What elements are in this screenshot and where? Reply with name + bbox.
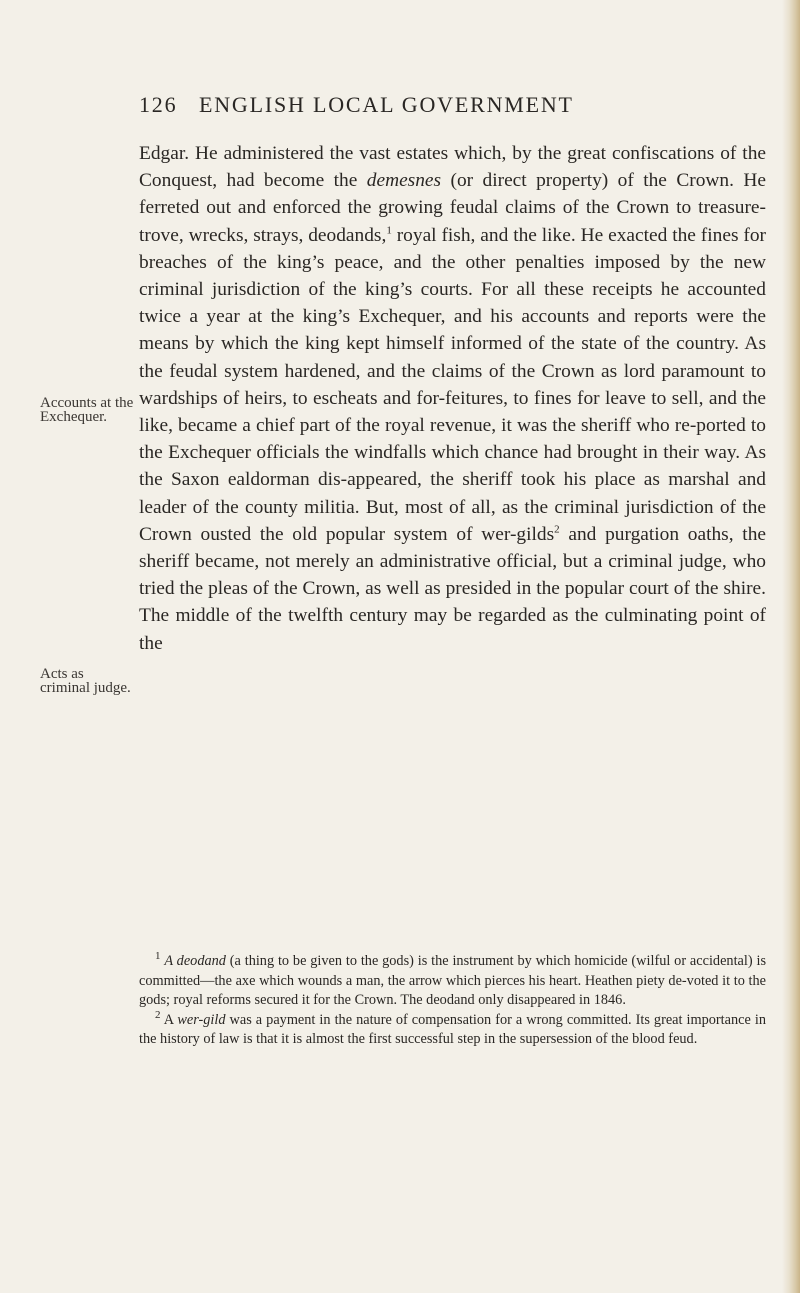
footnotes (139, 952, 766, 1050)
running-title: ENGLISH LOCAL GOVERNMENT (199, 92, 574, 117)
running-header (139, 92, 759, 118)
sidenote-criminal-judge: Acts as criminal judge. (40, 666, 131, 696)
body-paragraph: Edgar. He administered the vast estates which, by the great confiscations of the Conquest, had become the demesnes (or direct property) of the Crown. He ferreted out and enforced the growing feudal claims of the Crown to treasure-trove, wrecks, strays, deodands,$^1$ royal fish, and the like. He exacted the fines for breaches of the king’s peace, and the other penalties imposed by the new criminal jurisdiction of the king’s courts. For all these receipts he accounted twice a year at the king’s Exchequer, and his accounts and reports were the means by which the king kept himself informed of the state of the country. As the feudal system hardened, and the claims of the Crown as lord paramount to wardships of heirs, to escheats and for-feitures, to fines for leave to sell, and the like, became a chief part of the royal revenue, it was the sheriff who re-ported to the Exchequer officials the windfalls which chance had brought in their way. As the Saxon ealdorman dis-appeared, the sheriff took his place as marshal and leader of the county militia. But, most of all, as the criminal jurisdiction of the Crown ousted the old popular system of wer-gilds$^2$ and purgation oaths, the sheriff became, not merely an administrative official, but a criminal judge, who tried the pleas of the Crown, as well as presided in the popular court of the shire. The middle of the twelfth century may be regarded as the culminating point of the (139, 143, 767, 654)
page-number: 126 (139, 92, 178, 117)
wer-gild-term: wer-gild (177, 1011, 226, 1028)
footnote-ref-2: 2 (554, 523, 560, 536)
footnote-1: $^1$ A deodand (a thing to be given to the gods) is the instrument by which homicide (wilful or accidental) is committed—the axe which wounds a man, the arrow which pierces his heart. Heathen piety de-voted it to the gods; royal reforms secured it for the Crown. The deodand only disappeared in 1846. (139, 950, 767, 1009)
sidenote-accounts: Accounts at the Exchequer. (40, 395, 134, 425)
footnote-2: $^2$ A wer-gild was a payment in the nature of compensation for a wrong committed. Its great importance in the history of law is that it is almost the first successful step in the supersession of the blood feud. (139, 1009, 766, 1048)
deodand-term: A deodand (164, 953, 226, 969)
body-text (139, 140, 766, 657)
footnote-ref-1: 1 (386, 224, 392, 237)
page-edge (782, 0, 800, 1293)
demesnes-term: demesnes (366, 170, 442, 192)
